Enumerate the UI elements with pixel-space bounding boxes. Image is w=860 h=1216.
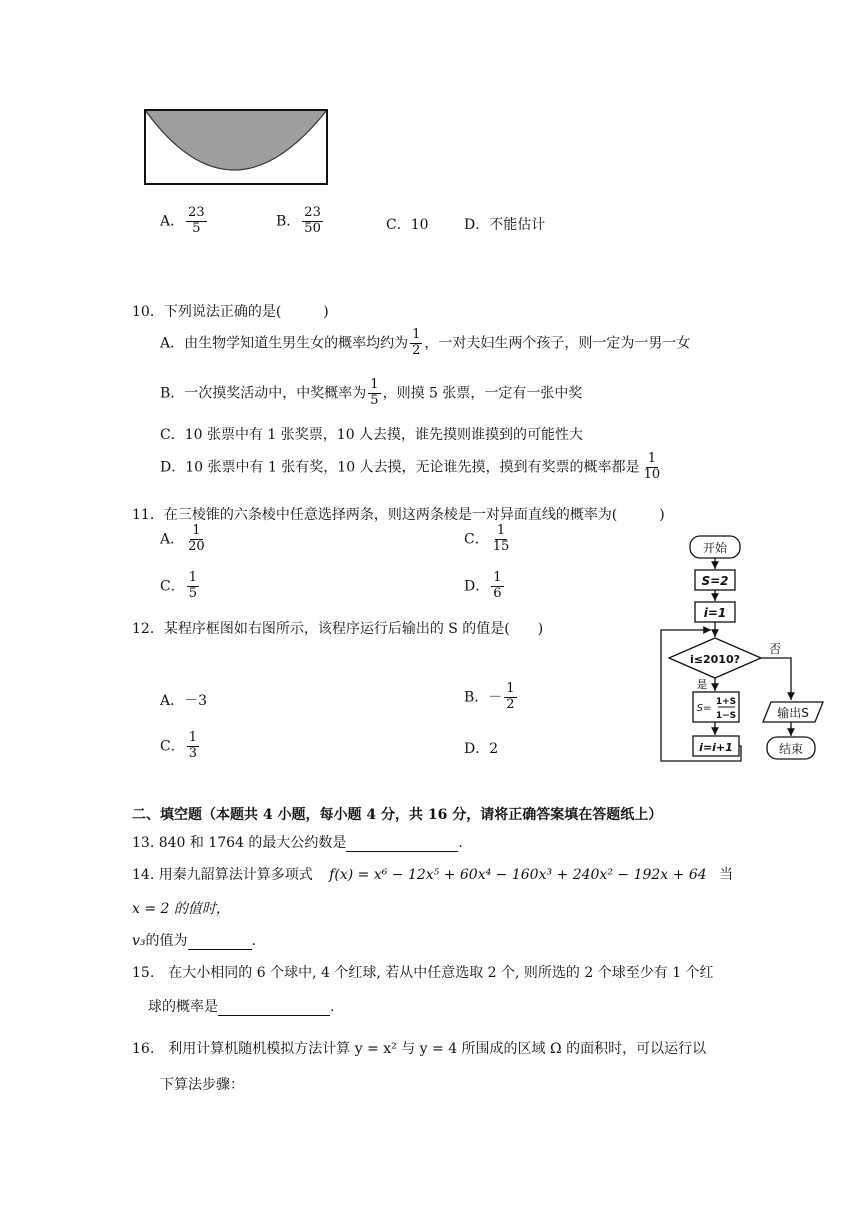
q10-option-c: C．10 张票中有 1 张奖票，10 人去摸，谁先摸则谁摸到的可能性大 bbox=[160, 427, 584, 443]
start-label: 开始 bbox=[702, 541, 728, 555]
q15-line1: 15. 在大小相同的 6 个球中, 4 个红球, 若从中任意选取 2 个, 则所选的 2 个球至少有 1 个红 bbox=[132, 965, 714, 981]
s-update-num: 1+S bbox=[715, 697, 737, 707]
q14-polynomial: f(x) = x⁶ − 12x⁵ + 60x⁴ − 160x³ + 240x² − 192x + 64 bbox=[329, 867, 707, 883]
q10-b-fraction: $\frac{1}{5}$ bbox=[370, 377, 379, 408]
q10-stem: 10．下列说法正确的是( ) bbox=[132, 304, 329, 320]
q12-stem: 12．某程序框图如右图所示，该程序运行后输出的 S 的值是( ) bbox=[132, 621, 544, 637]
q11-c-fraction: $\frac{1}{5}$ bbox=[188, 570, 197, 601]
q10-a-fraction: $\frac{1}{2}$ bbox=[412, 327, 421, 358]
condition-label: i≤2010? bbox=[690, 653, 740, 666]
no-label: 否 bbox=[768, 642, 782, 656]
q9-b-fraction: $\frac{23}{50}$ bbox=[304, 205, 321, 236]
q15-line2: 球的概率是 . bbox=[148, 999, 335, 1015]
q12-c-fraction: $\frac{1}{3}$ bbox=[188, 730, 197, 761]
q12-option-c: C． $\frac{1}{3}$ bbox=[160, 730, 197, 761]
q14-line1: 14. 用秦九韶算法计算多项式 f(x) = x⁶ − 12x⁵ + 60x⁴ − 160x³ + 240x² − 192x + 64 当 bbox=[132, 867, 734, 883]
q11-b-fraction: $\frac{1}{15}$ bbox=[492, 523, 510, 554]
q9-option-b: B． $\frac{23}{50}$ bbox=[276, 205, 321, 236]
q11-option-b: C． $\frac{1}{15}$ bbox=[464, 523, 510, 554]
q11-option-c: C． $\frac{1}{5}$ bbox=[160, 570, 197, 601]
q11-option-a: A． $\frac{1}{20}$ bbox=[160, 523, 205, 554]
q14-line3: v₃的值为 . bbox=[132, 933, 256, 949]
q10-option-d: D．10 张票中有 1 张有奖，10 人去摸，无论谁先摸，摸到有奖票的概率都是 $\frac{1}{10}$ bbox=[160, 451, 661, 482]
q9-option-a: A． $\frac{23}{5}$ bbox=[160, 205, 205, 236]
increment-label: i=i+1 bbox=[699, 741, 733, 754]
q14-line2: x = 2 的值时， bbox=[132, 901, 230, 917]
q16-line2: 下算法步骤： bbox=[160, 1077, 244, 1093]
q12-option-d: D．2 bbox=[464, 741, 499, 757]
q12-option-b: B．－ $\frac{1}{2}$ bbox=[464, 681, 515, 712]
i-init-label: i=1 bbox=[703, 606, 727, 620]
q10-d-fraction: $\frac{1}{10}$ bbox=[643, 451, 661, 482]
end-label: 结束 bbox=[778, 742, 804, 756]
q11-a-fraction: $\frac{1}{20}$ bbox=[188, 523, 205, 554]
q14-answer-blank[interactable] bbox=[188, 933, 252, 950]
shaded-region bbox=[145, 110, 327, 170]
q13-answer-blank[interactable] bbox=[346, 835, 458, 852]
q11-stem: 11．在三棱锥的六条棱中任意选择两条，则这两条棱是一对异面直线的概率为( ) bbox=[132, 507, 665, 523]
s-init-label: S=2 bbox=[701, 574, 729, 588]
output-label: 输出S bbox=[777, 706, 809, 720]
s-update-den: 1−S bbox=[715, 711, 737, 721]
q12-b-fraction: $\frac{1}{2}$ bbox=[506, 681, 515, 712]
q13: 13. 840 和 1764 的最大公约数是 . bbox=[132, 835, 463, 851]
q10-option-a: A．由生物学知道生男生女的概率均约为 $\frac{1}{2}$ ，一对夫妇生两个孩子，则一定为一男一女 bbox=[160, 327, 691, 358]
q12-option-a: A．－3 bbox=[160, 693, 208, 709]
yes-label: 是 bbox=[696, 678, 708, 691]
section-heading: 二、填空题（本题共 4 小题，每小题 4 分，共 16 分，请将正确答案填在答题纸上） bbox=[132, 807, 663, 823]
flowchart bbox=[655, 532, 835, 767]
parabola-figure bbox=[136, 104, 336, 190]
q9-option-c: C．10 bbox=[386, 217, 429, 233]
q11-d-fraction: $\frac{1}{6}$ bbox=[493, 570, 502, 601]
q9-a-fraction: $\frac{23}{5}$ bbox=[188, 205, 205, 236]
q9-option-d: D．不能估计 bbox=[464, 217, 546, 233]
s-update-lhs: S= bbox=[696, 703, 712, 714]
q10-option-b: B．一次摸奖活动中，中奖概率为 $\frac{1}{5}$ ，则摸 5 张票，一定有一张中奖 bbox=[160, 377, 583, 408]
q15-answer-blank[interactable] bbox=[218, 999, 330, 1016]
q16-line1: 16. 利用计算机随机模拟方法计算 y = x² 与 y = 4 所围成的区域 Ω 的面积时，可以运行以 bbox=[132, 1041, 707, 1057]
q11-option-d: D． $\frac{1}{6}$ bbox=[464, 570, 502, 601]
